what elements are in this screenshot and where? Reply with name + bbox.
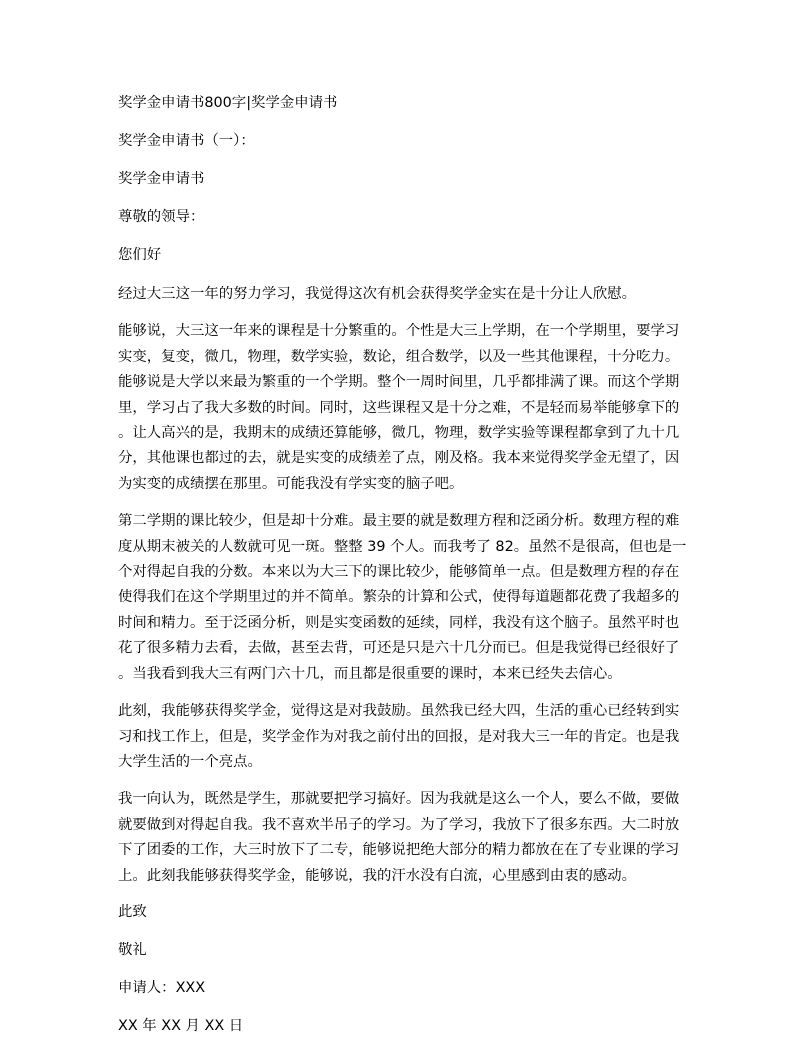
paragraph-line: 。让人高兴的是，我期末的成绩还算能够，微几，物理，数学实验等课程都拿到了九十几 <box>118 425 680 442</box>
paragraph-line: 使得我们在这个学期里过的并不简单。繁杂的计算和公式，使得每道题都花费了我超多的 <box>118 589 680 606</box>
applicant-line: 申请人：XXX <box>118 979 206 996</box>
paragraph-line: 第二学期的课比较少，但是却十分难。最主要的就是数理方程和泛函分析。数理方程的难 <box>118 513 680 530</box>
paragraph-2 <box>118 319 684 497</box>
greeting: 您们好 <box>118 247 162 263</box>
paragraph-5 <box>118 787 684 889</box>
paragraph-line: 大学生活的一个亮点。 <box>118 753 262 770</box>
paragraph-line: 下了团委的工作，大三时放下了二专，能够说把绝大部分的精力都放在在了专业课的学习 <box>118 842 680 859</box>
paragraph-line: 里，学习占了我大多数的时间。同时，这些课程又是十分之难，不是轻而易举能够拿下的 <box>118 399 680 416</box>
paragraph-line: 花了很多精力去看，去做，甚至去背，可还是只是六十几分而已。但是我觉得已经很好了 <box>118 640 680 657</box>
closing-line-2: 敬礼 <box>118 941 147 958</box>
paragraph-line: 能够说是大学以来最为繁重的一个学期。整个一周时间里，几乎都排满了课。而这个学期 <box>118 374 680 391</box>
document-subtitle: 奖学金申请书（一）： <box>118 133 255 149</box>
paragraph-1 <box>118 282 684 307</box>
paragraph-line: 分，其他课也都过的去，就是实变的成绩差了点，刚及格。我本来觉得奖学金无望了，因 <box>118 450 680 467</box>
paragraph-line: 习和找工作上，但是，奖学金作为对我之前付出的回报，是对我大三一年的肯定。也是我 <box>118 728 680 745</box>
salutation: 尊敬的领导： <box>118 209 205 225</box>
document-title: 奖学金申请书800字|奖学金申请书 <box>118 95 338 111</box>
paragraph-line: 上。此刻我能够获得奖学金，能够说，我的汗水没有白流，心里感到由衷的感动。 <box>118 867 637 884</box>
document-page <box>118 92 687 1053</box>
date-line: XX 年 XX 月 XX 日 <box>118 1017 244 1034</box>
paragraph-line: 就要做到对得起自我。我不喜欢半吊子的学习。为了学习，我放下了很多东西。大二时放 <box>118 816 680 833</box>
paragraph-3 <box>118 509 687 687</box>
paragraph-4 <box>118 699 684 775</box>
paragraph-line: 为实变的成绩摆在那里。可能我没有学实变的脑子吧。 <box>118 475 464 492</box>
paragraph-line: 。当我看到我大三有两门六十几，而且都是很重要的课时，本来已经失去信心。 <box>118 665 622 682</box>
letter-heading: 奖学金申请书 <box>118 171 205 187</box>
paragraph-line: 经过大三这一年的努力学习，我觉得这次有机会获得奖学金实在是十分让人欣慰。 <box>118 286 637 302</box>
paragraph-line: 实变，复变，微几，物理，数学实验，数论，组合数学，以及一些其他课程，十分吃力。 <box>118 348 680 365</box>
paragraph-line: 度从期末被关的人数就可见一斑。整整 39 个人。而我考了 82。虽然不是很高，但也是一 <box>118 538 687 555</box>
paragraph-line: 个对得起自我的分数。本来以为大三下的课比较少，能够简单一点。但是数理方程的存在 <box>118 564 680 581</box>
paragraph-line: 此刻，我能够获得奖学金，觉得这是对我鼓励。虽然我已经大四，生活的重心已经转到实 <box>118 703 680 720</box>
closing-line-1: 此致 <box>118 903 147 920</box>
paragraph-line: 我一向认为，既然是学生，那就要把学习搞好。因为我就是这么一个人，要么不做，要做 <box>118 791 680 808</box>
paragraph-line: 时间和精力。至于泛函分析，则是实变函数的延续，同样，我没有这个脑子。虽然平时也 <box>118 614 680 631</box>
paragraph-line: 能够说，大三这一年来的课程是十分繁重的。个性是大三上学期，在一个学期里，要学习 <box>118 323 680 340</box>
